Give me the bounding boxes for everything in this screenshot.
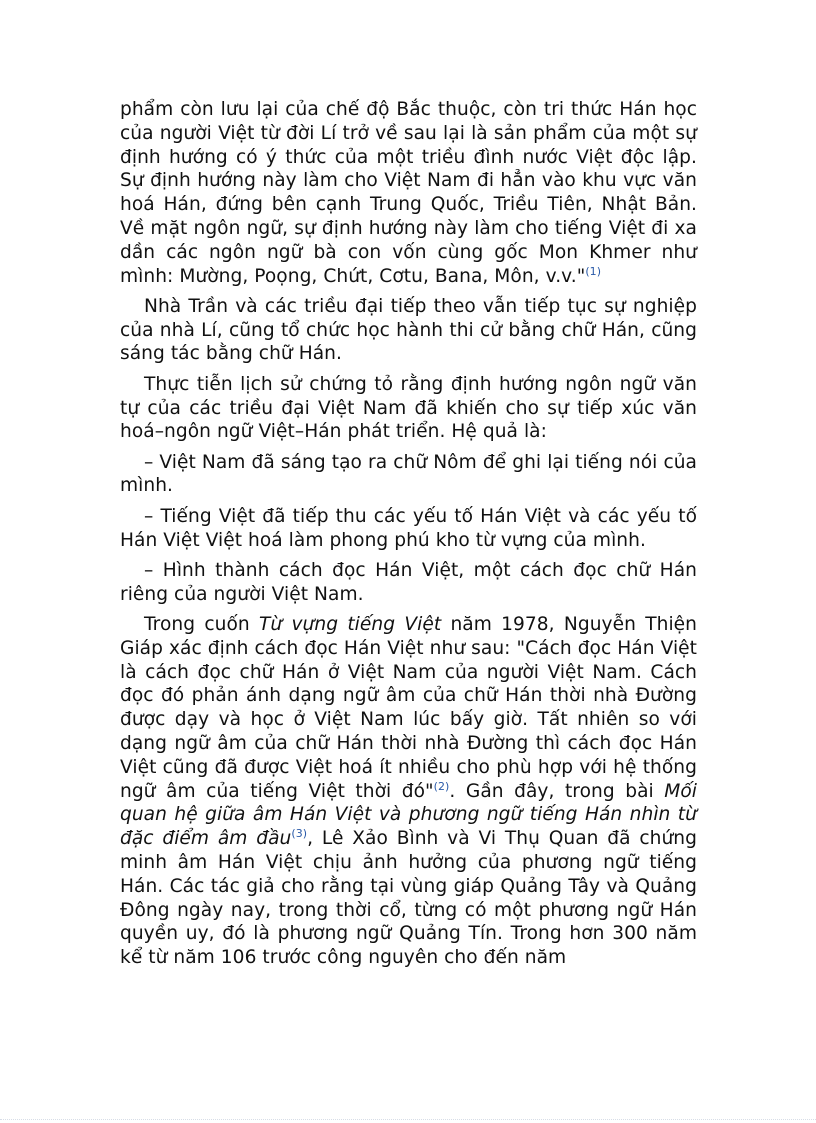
list-item-text: – Việt Nam đã sáng tạo ra chữ Nôm để ghi lại tiếng nói của mình. (120, 451, 697, 497)
paragraph-1-text: phẩm còn lưu lại của chế độ Bắc thuộc, còn tri thức Hán học của người Việt từ đời Lí trở về sau lại là sản phẩm của một sự định hướng có ý thức của một triều đình nước Việt độc lập. Sự định hướng này làm cho Việt Nam đi hẳn vào khu vực văn hoá Hán, đứng bên cạnh Trung Quốc, Triều Tiên, Nhật Bản. Về mặt ngôn ngữ, sự định hướng này làm cho tiếng Việt đi xa dần các ngôn ngữ bà con vốn cùng gốc Mon Khmer như mình: Mường, Poọng, Chứt, Cơtu, Bana, Môn, v.v." (120, 99, 697, 287)
paragraph-3 (120, 373, 697, 444)
paragraph-2 (120, 295, 697, 366)
list-item-text: – Hình thành cách đọc Hán Việt, một cách đọc chữ Hán riêng của người Việt Nam. (120, 559, 697, 605)
paragraph-3-text: Thực tiễn lịch sử chứng tỏ rằng định hướng ngôn ngữ văn tự của các triều đại Việt Nam đã khiến cho sự tiếp xúc văn hoá–ngôn ngữ Việt–Hán phát triển. Hệ quả là: (120, 373, 697, 443)
page-bottom-border (0, 1119, 816, 1123)
list-item-han-viet-reading (120, 559, 697, 607)
paragraph-1 (120, 98, 697, 288)
paragraph-7 (120, 613, 697, 970)
list-item-han-viet-elements (120, 505, 697, 553)
paragraph-2-text: Nhà Trần và các triều đại tiếp theo vẫn tiếp tục sự nghiệp của nhà Lí, cũng tổ chức học hành thi cử bằng chữ Hán, cũng sáng tác bằng chữ Hán. (120, 295, 697, 365)
footnote-ref-3[interactable]: (3) (291, 826, 308, 840)
document-page (120, 98, 697, 976)
list-item-text: – Tiếng Việt đã tiếp thu các yếu tố Hán Việt và các yếu tố Hán Việt Việt hoá làm phong phú kho từ vựng của mình. (120, 505, 697, 551)
paragraph-7-part-2: năm 1978, Nguyễn Thiện Giáp xác định cách đọc Hán Việt như sau: "Cách đọc Hán Việt là cách đọc chữ Hán ở Việt Nam của người Việt Nam. Cách đọc đó phản ánh dạng ngữ âm của chữ Hán thời nhà Đường được dạy và học ở Việt Nam lúc bấy giờ. Tất nhiên so với dạng ngữ âm của chữ Hán thời nhà Đường thì cách đọc Hán Việt cũng đã được Việt hoá ít nhiều cho phù hợp với hệ thống ngữ âm của tiếng Việt thời đó" (120, 613, 697, 802)
paragraph-7-part-1: Trong cuốn (144, 613, 259, 635)
footnote-ref-2[interactable]: (2) (433, 779, 450, 793)
article-title-moi-quan-he: Mối quan hệ giữa âm Hán Việt và phương ngữ tiếng Hán nhìn từ đặc điểm âm đầu (120, 780, 698, 850)
book-title-tu-vung: Từ vựng tiếng Việt (258, 613, 442, 635)
footnote-ref-1[interactable]: (1) (585, 264, 602, 278)
paragraph-7-part-4: , Lê Xảo Bình và Vi Thụ Quan đã chứng minh âm Hán Việt chịu ảnh hưởng của phương ngữ tiếng Hán. Các tác giả cho rằng tại vùng giáp Quảng Tây và Quảng Đông ngày nay, trong thời cổ, từng có một phương ngữ Hán quyền uy, đó là phương ngữ Quảng Tín. Trong hơn 300 năm kể từ năm 106 trước công nguyên cho đến năm (120, 828, 697, 969)
list-item-chu-nom (120, 451, 697, 499)
paragraph-7-part-3: . Gần đây, trong bài (449, 780, 665, 802)
